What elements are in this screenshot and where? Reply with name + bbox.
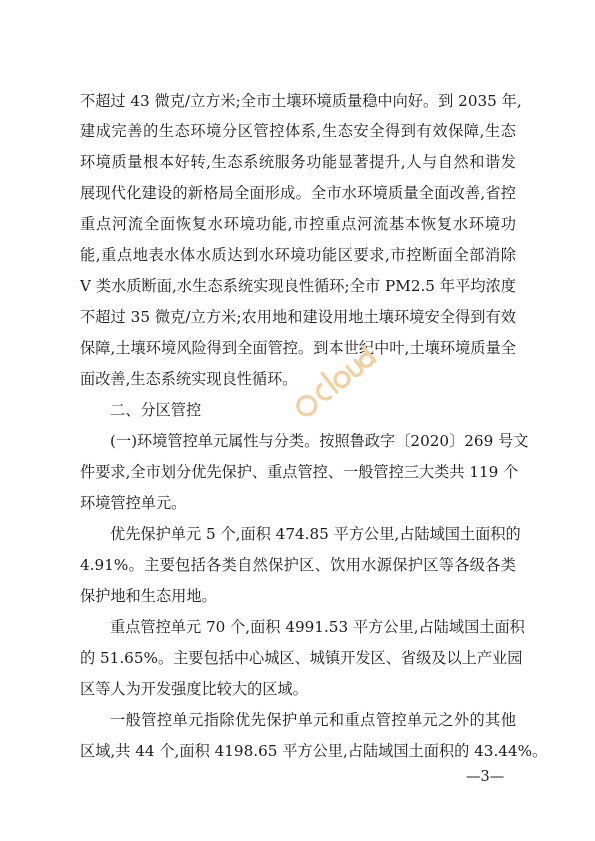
body-text-line: 面改善,生态系统实现良性循环。 bbox=[80, 370, 298, 388]
body-text-line: 保障,土壤环境风险得到全面管控。到本世纪中叶,土壤环境质量全 bbox=[80, 339, 516, 357]
body-text-line: V 类水质断面,水生态系统实现良性循环;全市 PM2.5 年平均浓度 bbox=[80, 277, 516, 295]
body-text-line: 一般管控单元指除优先保护单元和重点管控单元之外的其他 bbox=[110, 711, 516, 729]
page-number: —3— bbox=[466, 769, 505, 785]
body-text-line: (一)环境管控单元属性与分类。按照鲁政字〔2020〕269 号文 bbox=[110, 432, 529, 450]
watermark-logo bbox=[275, 345, 385, 425]
body-text-line: 重点管控单元 70 个,面积 4991.53 平方公里,占陆域国土面积 bbox=[110, 618, 525, 636]
body-text-line: 区域,共 44 个,面积 4198.65 平方公里,占陆域国土面积的 43.44%。 bbox=[80, 742, 548, 760]
body-text-line: 环境质量根本好转,生态系统服务功能显著提升,人与自然和谐发 bbox=[80, 153, 516, 171]
body-text-line: 不超过 35 微克/立方米;农用地和建设用地土壤环境安全得到有效 bbox=[80, 308, 516, 326]
body-text-line: 件要求,全市划分优先保护、重点管控、一般管控三大类共 119 个 bbox=[80, 463, 519, 481]
body-text-line: 建成完善的生态环境分区管控体系,生态安全得到有效保障,生态 bbox=[80, 122, 516, 140]
body-text-line: 保护地和生态用地。 bbox=[80, 587, 217, 605]
body-text-line: 优先保护单元 5 个,面积 474.85 平方公里,占陆域国土面积的 bbox=[110, 525, 521, 543]
body-text-line: 的 51.65%。主要包括中心城区、城镇开发区、省级及以上产业园 bbox=[80, 649, 523, 667]
body-text-line: 环境管控单元。 bbox=[80, 494, 187, 512]
body-text-line: 不超过 43 微克/立方米;全市土壤环境质量稳中向好。到 2035 年, bbox=[80, 92, 522, 110]
body-text-line: 展现代化建设的新格局全面形成。全市水环境质量全面改善,省控 bbox=[80, 184, 516, 202]
body-text-line: 4.91%。主要包括各类自然保护区、饮用水源保护区等各级各类 bbox=[80, 556, 516, 574]
body-text-line: 重点河流全面恢复水环境功能,市控重点河流基本恢复水环境功 bbox=[80, 215, 516, 233]
section-heading: 二、分区管控 bbox=[110, 401, 202, 419]
body-text-line: 能,重点地表水体水质达到水环境功能区要求,市控断面全部消除 bbox=[80, 246, 516, 264]
body-text-line: 区等人为开发强度比较大的区域。 bbox=[80, 680, 308, 698]
